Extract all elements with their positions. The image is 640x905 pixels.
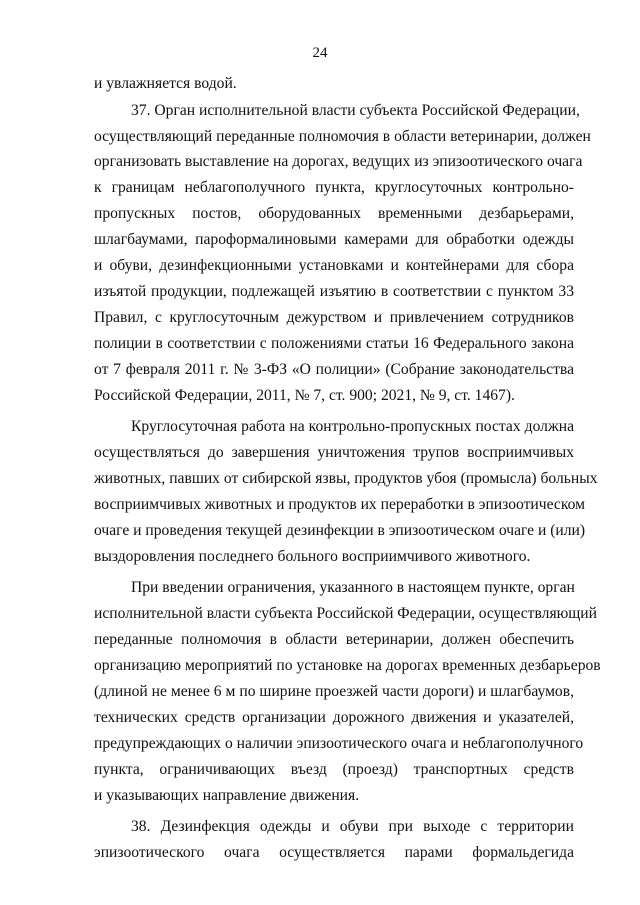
text-line: от 7 февраля 2011 г. № 3-ФЗ «О полиции» (Собрание законодательства — [94, 361, 574, 378]
text-line: Круглосуточная работа на контрольно-пропускных постах должна — [131, 418, 574, 435]
text-line: осуществляться до завершения уничтожения трупов восприимчивых — [94, 444, 574, 461]
text-line: Правил, с круглосуточным дежурством и привлечением сотрудников — [94, 309, 574, 326]
text-line: и обуви, дезинфекционными установками и контейнерами для сбора — [94, 257, 574, 274]
text-line: к границам неблагополучного пункта, круглосуточных контрольно- — [94, 179, 574, 196]
text-line: пункта, ограничивающих въезд (проезд) транспортных средств — [94, 761, 574, 778]
text-line: пропускных постов, оборудованных временными дезбарьерами, — [94, 205, 574, 222]
text-line: Российской Федерации, 2011, № 7, ст. 900; 2021, № 9, ст. 1467). — [94, 387, 515, 404]
text-line: переданные полномочия в области ветеринарии, должен обеспечить — [94, 631, 574, 648]
text-line: При введении ограничения, указанного в настоящем пункте, орган — [131, 579, 575, 596]
text-line: осуществляющий переданные полномочия в области ветеринарии, должен — [94, 128, 591, 145]
text-line: полиции в соответствии с положениями статьи 16 Федерального закона — [94, 335, 574, 352]
text-line: изъятой продукции, подлежащей изъятию в соответствии с пунктом 33 — [94, 283, 574, 300]
text-line: предупреждающих о наличии эпизоотического очага и неблагополучного — [94, 735, 584, 752]
text-line: 37. Орган исполнительной власти субъекта Российской Федерации, — [131, 102, 580, 119]
text-line: организацию мероприятий по установке на дорогах временных дезбарьеров — [94, 657, 601, 674]
text-line: очаге и проведения текущей дезинфекции в эпизоотическом очаге и (или) — [94, 522, 586, 539]
text-line: и указывающих направление движения. — [94, 787, 360, 804]
page-number: 24 — [312, 45, 328, 61]
text-line: выздоровления последнего больного восприимчивого животного. — [94, 548, 531, 565]
text-line: эпизоотического очага осуществляется парами формальдегида — [94, 844, 574, 861]
text-line: животных, павших от сибирской язвы, продуктов убоя (промысла) больных — [94, 470, 598, 487]
text-line: организовать выставление на дорогах, ведущих из эпизоотического очага — [94, 153, 583, 170]
text-line: шлагбаумами, пароформалиновыми камерами для обработки одежды — [94, 231, 574, 248]
text-line: восприимчивых животных и продуктов их переработки в эпизоотическом — [94, 496, 585, 513]
text-line: технических средств организации дорожного движения и указателей, — [94, 709, 574, 726]
text-line: (длиной не менее 6 м по ширине проезжей части дороги) и шлагбаумов, — [94, 683, 574, 700]
text-line: и увлажняется водой. — [94, 75, 237, 92]
text-line: 38. Дезинфекция одежды и обуви при выходе с территории — [131, 818, 574, 835]
text-line: исполнительной власти субъекта Российской Федерации, осуществляющий — [94, 605, 597, 622]
